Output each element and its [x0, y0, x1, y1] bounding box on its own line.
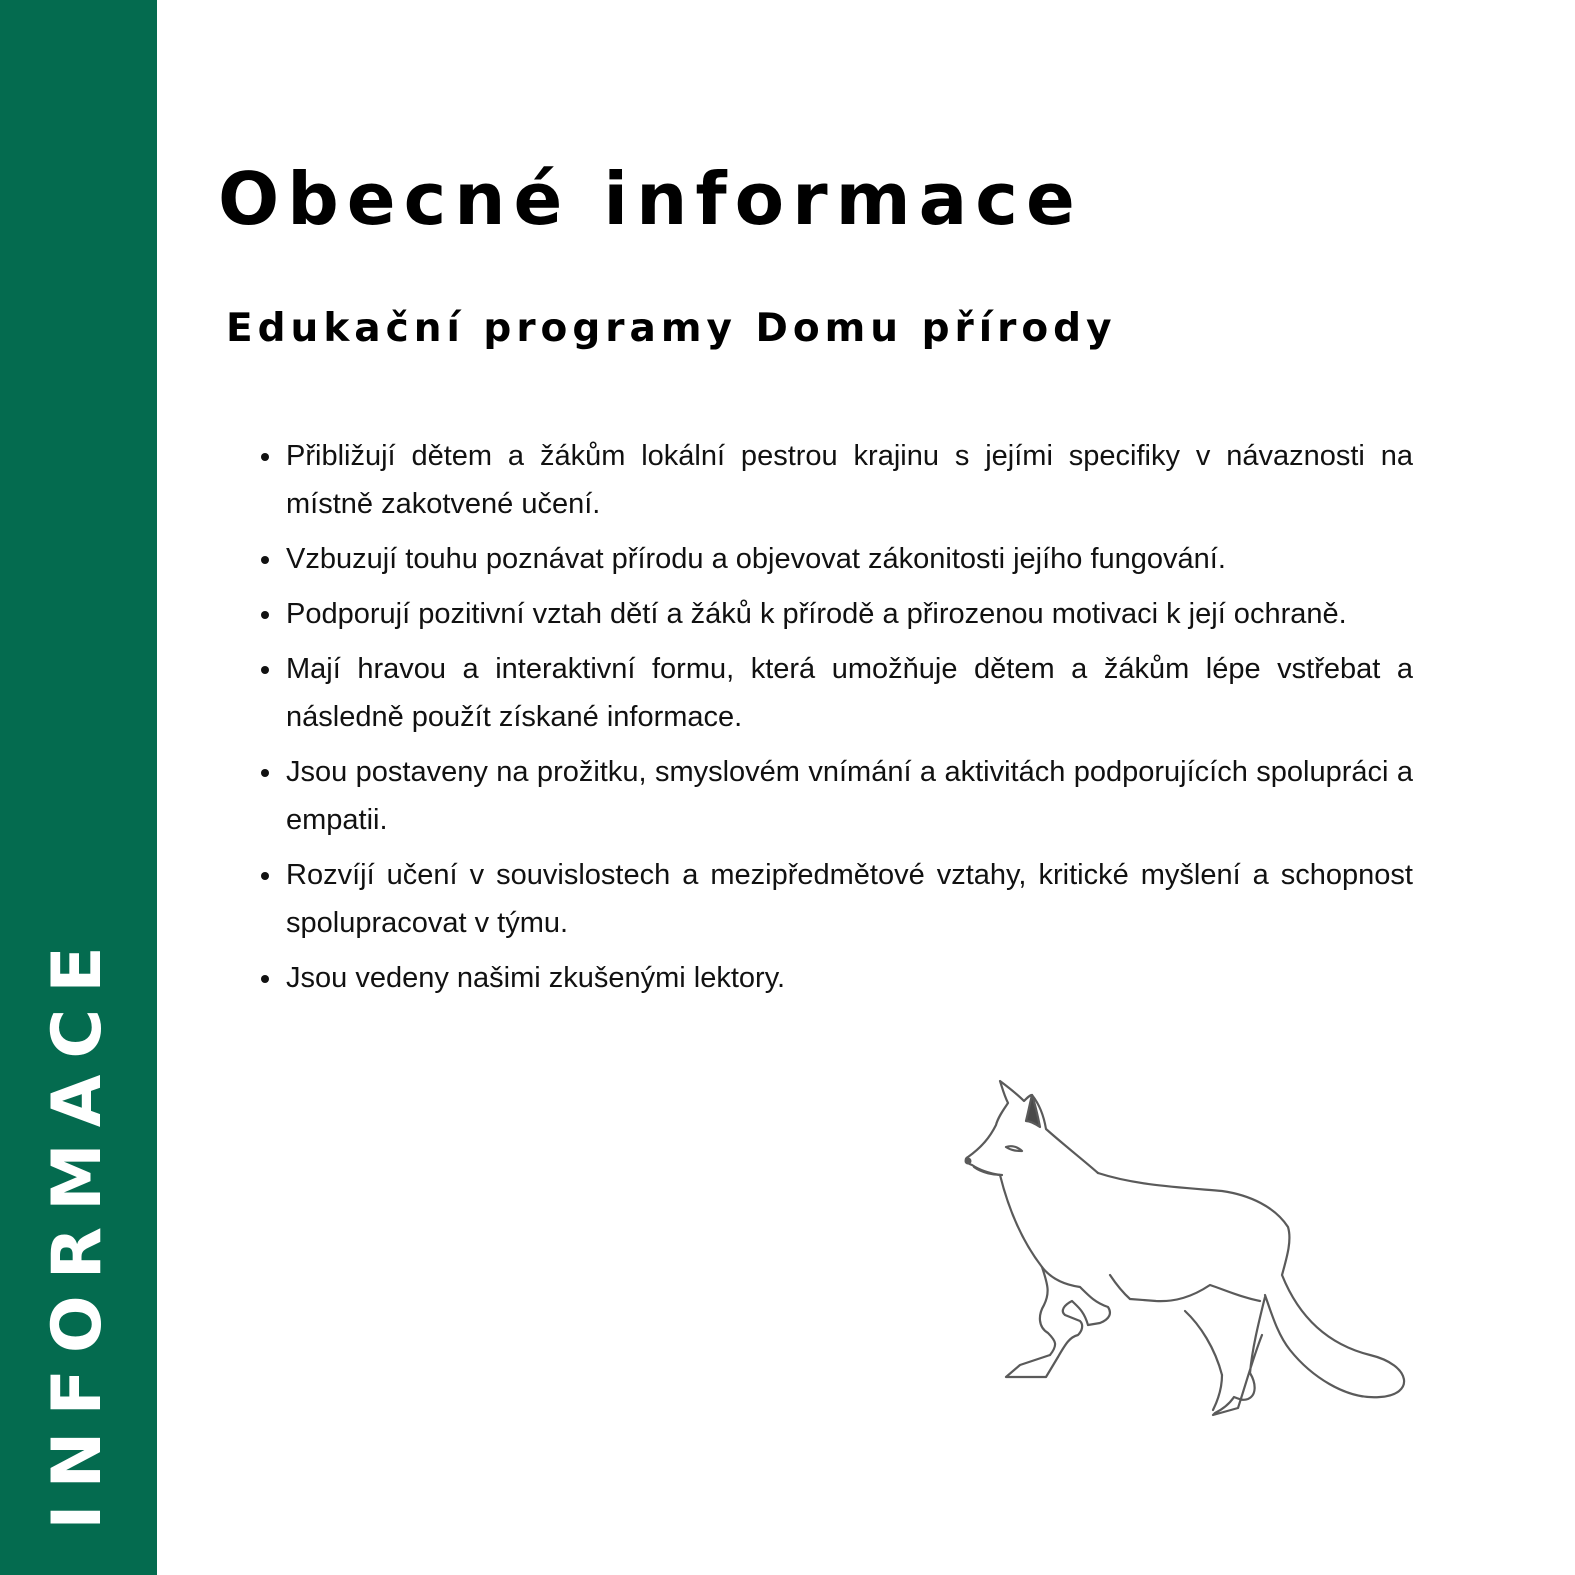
- info-bullet-list: [258, 432, 1413, 1009]
- bullet-dot-icon: [261, 611, 269, 619]
- bullet-dot-icon: [261, 769, 269, 777]
- bullet-text: Jsou postaveny na prožitku, smyslovém vnímání a aktivitách podporujících spolupráci a empatii.: [286, 756, 1413, 836]
- fox-icon: [960, 1075, 1420, 1420]
- bullet-text: Jsou vedeny našimi zkušenými lektory.: [286, 962, 786, 994]
- bullet-text: Podporují pozitivní vztah dětí a žáků k přírodě a přirozenou motivaci k její ochraně.: [286, 598, 1347, 630]
- bullet-dot-icon: [261, 556, 269, 564]
- bullet-text: Mají hravou a interaktivní formu, která umožňuje dětem a žákům lépe vstřebat a následně použít získané informace.: [286, 653, 1413, 733]
- bullet-dot-icon: [261, 666, 269, 674]
- page-title: Obecné informace: [218, 157, 1083, 241]
- page-subtitle: Edukační programy Domu přírody: [226, 306, 1117, 351]
- bullet-item: [258, 851, 1413, 947]
- bullet-item: [258, 590, 1413, 638]
- bullet-item: [258, 535, 1413, 583]
- bullet-item: [258, 954, 1413, 1002]
- bullet-item: [258, 748, 1413, 844]
- bullet-item: [258, 432, 1413, 528]
- sidebar-label: INFORMACE: [38, 930, 117, 1530]
- bullet-text: Přibližují dětem a žákům lokální pestrou krajinu s jejími specifiky v návaznosti na místně zakotvené učení.: [286, 440, 1413, 520]
- bullet-item: [258, 645, 1413, 741]
- bullet-text: Vzbuzují touhu poznávat přírodu a objevovat zákonitosti jejího fungování.: [286, 543, 1226, 575]
- bullet-text: Rozvíjí učení v souvislostech a mezipředmětové vztahy, kritické myšlení a schopnost spolupracovat v týmu.: [286, 859, 1413, 939]
- sidebar: [0, 0, 157, 1575]
- bullet-dot-icon: [261, 975, 269, 983]
- bullet-dot-icon: [261, 453, 269, 461]
- bullet-dot-icon: [261, 872, 269, 880]
